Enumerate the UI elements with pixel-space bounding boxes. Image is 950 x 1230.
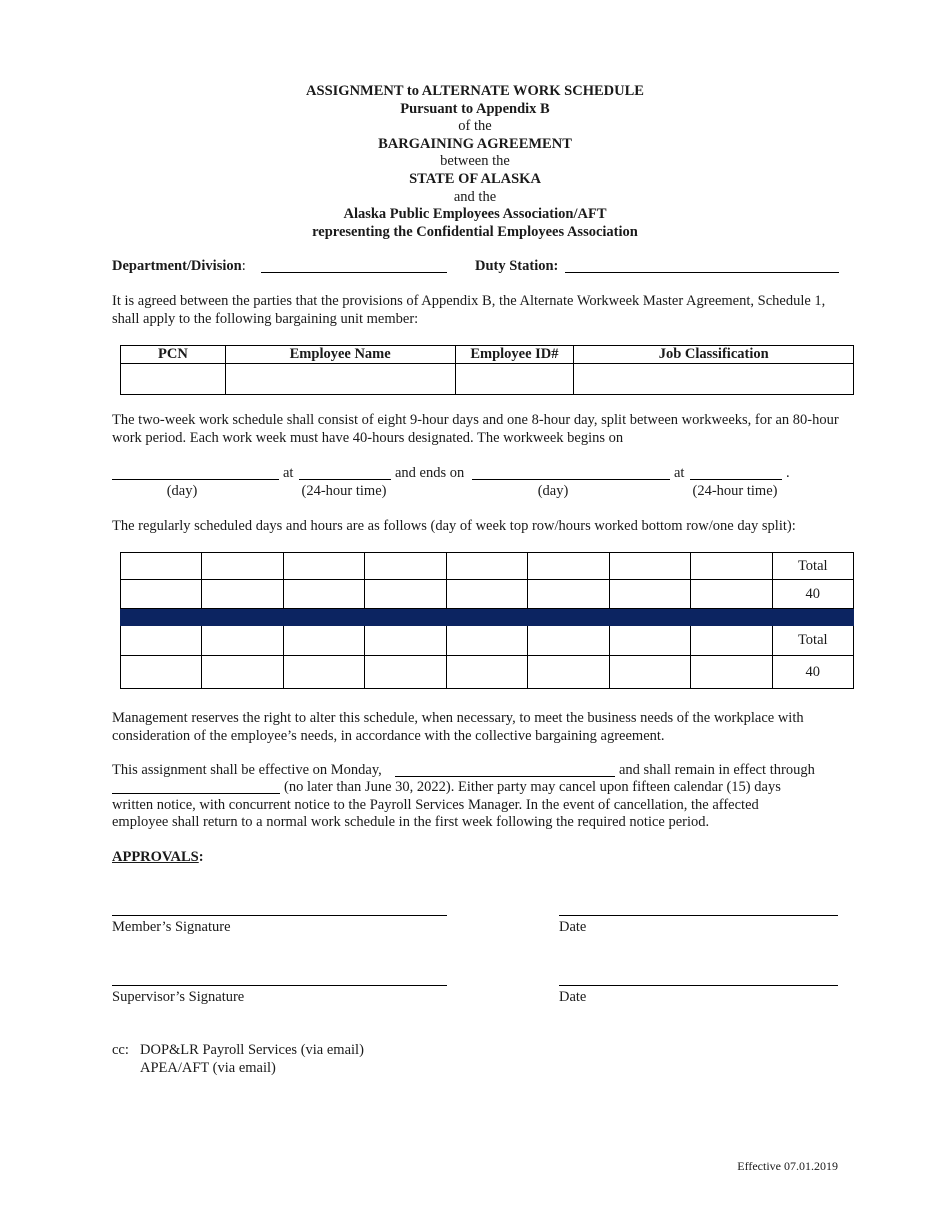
day-cell[interactable]	[202, 553, 283, 580]
agreement-paragraph: It is agreed between the parties that the provisions of Appendix B, the Alternate Workweek Master Agreement, Schedule 1, shall apply to the following bargaining unit member:	[112, 293, 826, 327]
supervisor-signature-label: Supervisor’s Signature	[112, 989, 245, 1005]
hours-cell[interactable]	[691, 580, 772, 609]
header-text: between the	[440, 153, 510, 170]
day-cell[interactable]	[528, 553, 609, 580]
department-row	[112, 258, 842, 278]
hours-cell[interactable]	[691, 656, 772, 689]
hours-cell[interactable]	[202, 656, 283, 689]
day-cell[interactable]	[283, 553, 364, 580]
at-text: at	[674, 465, 685, 481]
day-cell[interactable]	[121, 553, 202, 580]
effective-date-field[interactable]	[395, 776, 615, 777]
days-hours-paragraph: The regularly scheduled days and hours are as follows (day of week top row/hours worked bottom row/one day split):	[112, 518, 796, 534]
begin-time-field[interactable]	[299, 479, 391, 480]
date-label: Date	[559, 919, 587, 935]
pcn-header: PCN	[121, 346, 226, 364]
employee-name-cell[interactable]	[225, 364, 455, 395]
effective-text: written notice, with concurrent notice to the Payroll Services Manager. In the event of cancellation, the affected	[112, 797, 759, 813]
job-classification-cell[interactable]	[574, 364, 854, 395]
week2-hours-row	[121, 656, 854, 689]
member-signature-label: Member’s Signature	[112, 919, 231, 935]
hours-cell[interactable]	[446, 656, 527, 689]
total-label-cell: Total	[772, 553, 854, 580]
supervisor-date-field[interactable]	[559, 985, 838, 986]
effective-text: and shall remain in effect through	[619, 762, 815, 778]
date-label: Date	[559, 989, 587, 1005]
schedule-paragraph: The two-week work schedule shall consist of eight 9-hour days and one 8-hour day, split between workweeks, for an 80-hour work period. Each work week must have 40-hours designated. The workweek begins on	[112, 412, 839, 446]
effective-footer: Effective 07.01.2019	[737, 1159, 838, 1173]
duty-station-field[interactable]	[565, 272, 839, 273]
hours-cell[interactable]	[121, 580, 202, 609]
title: ASSIGNMENT to ALTERNATE WORK SCHEDULE	[306, 83, 644, 99]
day-cell[interactable]	[121, 626, 202, 656]
week1-days-row	[121, 553, 854, 580]
member-signature-field[interactable]	[112, 915, 447, 916]
hours-cell[interactable]	[609, 580, 690, 609]
hours-cell[interactable]	[446, 580, 527, 609]
hours-cell[interactable]	[121, 656, 202, 689]
hours-cell[interactable]	[528, 580, 609, 609]
subtitle-appendix: Pursuant to Appendix B	[400, 100, 550, 117]
header-representing: representing the Confidential Employees Association	[312, 223, 638, 240]
end-date-field[interactable]	[112, 793, 280, 794]
hours-cell[interactable]	[283, 656, 364, 689]
header-union: Alaska Public Employees Association/AFT	[343, 206, 607, 223]
employee-name-header: Employee Name	[225, 346, 455, 364]
day-cell[interactable]	[365, 553, 446, 580]
week-separator-row	[121, 609, 854, 626]
week2-days-row	[121, 626, 854, 656]
total-value-cell: 40	[772, 580, 854, 609]
department-label: Department/Division:	[112, 258, 246, 274]
total-value-cell: 40	[772, 656, 854, 689]
hours-cell[interactable]	[365, 580, 446, 609]
hours-cell[interactable]	[202, 580, 283, 609]
effective-text: This assignment shall be effective on Monday,	[112, 762, 382, 778]
member-date-field[interactable]	[559, 915, 838, 916]
cc-label: cc:	[112, 1042, 129, 1058]
day-cell[interactable]	[691, 553, 772, 580]
hours-cell[interactable]	[528, 656, 609, 689]
time-caption: (24-hour time)	[692, 483, 778, 499]
period-text: .	[786, 465, 790, 481]
header-state: STATE OF ALASKA	[409, 170, 541, 187]
job-classification-header: Job Classification	[574, 346, 854, 364]
end-day-field[interactable]	[472, 479, 670, 480]
total-label-cell: Total	[772, 626, 854, 656]
day-cell[interactable]	[609, 553, 690, 580]
document-header	[0, 83, 950, 241]
day-cell[interactable]	[528, 626, 609, 656]
approvals-heading: APPROVALS:	[112, 849, 204, 865]
day-cell[interactable]	[691, 626, 772, 656]
hours-cell[interactable]	[609, 656, 690, 689]
day-cell[interactable]	[446, 553, 527, 580]
effective-text: (no later than June 30, 2022). Either party may cancel upon fifteen calendar (15) days	[284, 779, 781, 795]
cc-item: APEA/AFT (via email)	[140, 1059, 276, 1076]
employee-id-header: Employee ID#	[455, 346, 574, 364]
header-text: and the	[453, 188, 497, 205]
day-cell[interactable]	[365, 626, 446, 656]
cc-item: DOP&LR Payroll Services (via email)	[140, 1042, 364, 1058]
duty-station-label: Duty Station:	[475, 258, 559, 274]
day-cell[interactable]	[446, 626, 527, 656]
hours-cell[interactable]	[283, 580, 364, 609]
header-agreement: BARGAINING AGREEMENT	[378, 135, 572, 152]
day-cell[interactable]	[283, 626, 364, 656]
time-caption: (24-hour time)	[301, 483, 387, 499]
employee-table	[120, 345, 854, 395]
employee-id-cell[interactable]	[455, 364, 574, 395]
day-cell[interactable]	[202, 626, 283, 656]
at-text: at	[283, 465, 294, 481]
end-time-field[interactable]	[690, 479, 782, 480]
ends-on-text: and ends on	[395, 465, 465, 481]
schedule-table	[120, 552, 854, 689]
department-field[interactable]	[261, 272, 447, 273]
day-cell[interactable]	[609, 626, 690, 656]
header-text: of the	[458, 118, 492, 135]
week1-hours-row	[121, 580, 854, 609]
management-paragraph: Management reserves the right to alter this schedule, when necessary, to meet the business needs of the workplace with consideration of the employee’s needs, in accordance with the collective bargaining agreement.	[112, 710, 804, 744]
day-caption: (day)	[166, 483, 198, 499]
supervisor-signature-field[interactable]	[112, 985, 447, 986]
effective-text: employee shall return to a normal work schedule in the first week following the required notice period.	[112, 814, 710, 830]
day-caption: (day)	[537, 483, 569, 499]
hours-cell[interactable]	[365, 656, 446, 689]
begin-day-field[interactable]	[112, 479, 279, 480]
pcn-cell[interactable]	[121, 364, 226, 395]
